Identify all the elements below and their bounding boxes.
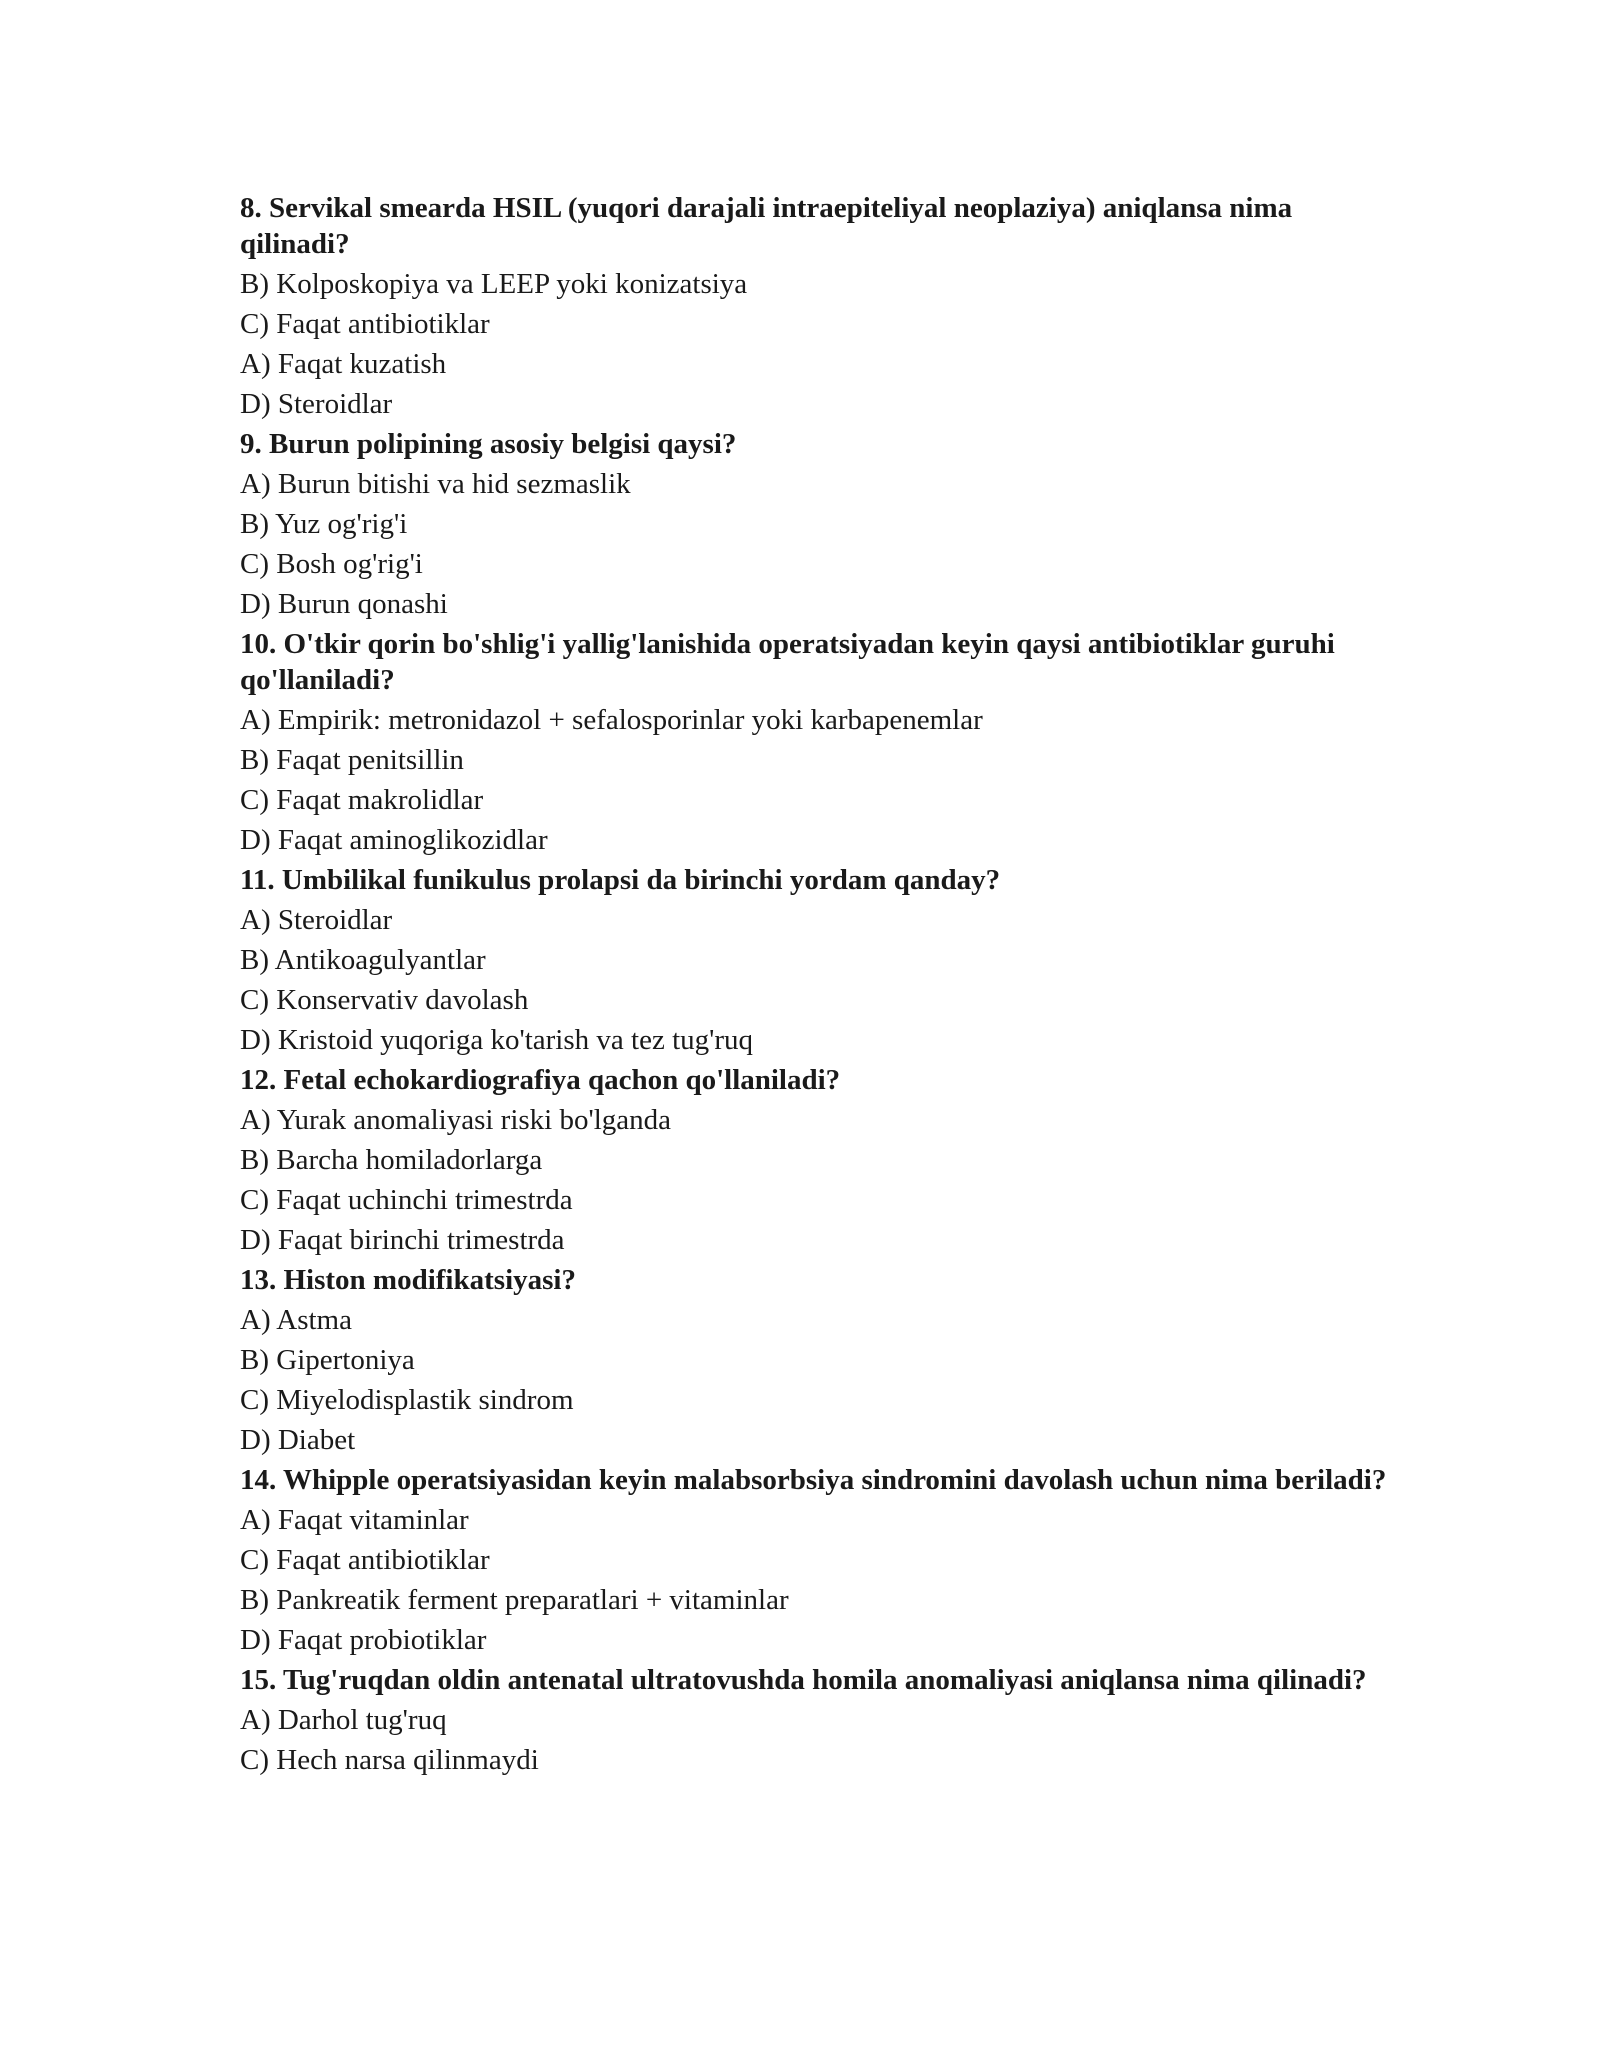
question-block-11	[240, 860, 1400, 1060]
answer-option: A) Astma	[240, 1304, 352, 1336]
question-block-15	[240, 1660, 1400, 1780]
answer-option: C) Konservativ davolash	[240, 984, 529, 1016]
answer-option: A) Faqat vitaminlar	[240, 1504, 469, 1536]
answer-option: D) Kristoid yuqoriga ko'tarish va tez tug'ruq	[240, 1024, 754, 1056]
answer-option: A) Empirik: metronidazol + sefalosporinlar yoki karbapenemlar	[240, 704, 983, 736]
answer-option: A) Burun bitishi va hid sezmaslik	[240, 468, 631, 500]
question-text: 14. Whipple operatsiyasidan keyin malabsorbsiya sindromini davolash uchun nima beriladi?	[240, 1464, 1387, 1496]
question-text: 13. Histon modifikatsiyasi?	[240, 1264, 576, 1296]
answer-option: B) Barcha homiladorlarga	[240, 1144, 543, 1176]
answer-option: B) Antikoagulyantlar	[240, 944, 486, 976]
question-text: 9. Burun polipining asosiy belgisi qaysi?	[240, 428, 737, 460]
question-block-13	[240, 1260, 1400, 1460]
question-block-12	[240, 1060, 1400, 1260]
question-block-14	[240, 1460, 1400, 1660]
question-block-9	[240, 424, 1400, 624]
answer-option: D) Diabet	[240, 1424, 356, 1456]
answer-option: C) Bosh og'rig'i	[240, 548, 423, 580]
answer-option: C) Faqat uchinchi trimestrda	[240, 1184, 573, 1216]
document-page	[240, 188, 1400, 1780]
answer-option: A) Darhol tug'ruq	[240, 1704, 447, 1736]
answer-option: B) Yuz og'rig'i	[240, 508, 408, 540]
answer-option: D) Steroidlar	[240, 388, 393, 420]
answer-option: B) Kolposkopiya va LEEP yoki konizatsiya	[240, 268, 748, 300]
answer-option: D) Faqat birinchi trimestrda	[240, 1224, 565, 1256]
answer-option: D) Burun qonashi	[240, 588, 448, 620]
question-text: 10. O'tkir qorin bo'shlig'i yallig'lanishida operatsiyadan keyin qaysi antibiotiklar guruhi qo'llaniladi?	[240, 628, 1335, 696]
answer-option: C) Hech narsa qilinmaydi	[240, 1744, 539, 1776]
question-block-8	[240, 188, 1400, 424]
answer-option: D) Faqat aminoglikozidlar	[240, 824, 548, 856]
answer-option: B) Pankreatik ferment preparatlari + vitaminlar	[240, 1584, 789, 1616]
answer-option: B) Faqat penitsillin	[240, 744, 464, 776]
answer-option: C) Faqat antibiotiklar	[240, 308, 490, 340]
answer-option: C) Faqat makrolidlar	[240, 784, 484, 816]
question-text: 11. Umbilikal funikulus prolapsi da birinchi yordam qanday?	[240, 864, 1001, 896]
answer-option: C) Faqat antibiotiklar	[240, 1544, 490, 1576]
question-text: 15. Tug'ruqdan oldin antenatal ultratovushda homila anomaliyasi aniqlansa nima qilinadi?	[240, 1664, 1367, 1696]
answer-option: B) Gipertoniya	[240, 1344, 415, 1376]
answer-option: C) Miyelodisplastik sindrom	[240, 1384, 574, 1416]
answer-option: A) Steroidlar	[240, 904, 393, 936]
question-block-10	[240, 624, 1400, 860]
question-text: 8. Servikal smearda HSIL (yuqori darajali intraepiteliyal neoplaziya) aniqlansa nima qilinadi?	[240, 192, 1293, 260]
answer-option: A) Faqat kuzatish	[240, 348, 447, 380]
answer-option: A) Yurak anomaliyasi riski bo'lganda	[240, 1104, 671, 1136]
answer-option: D) Faqat probiotiklar	[240, 1624, 487, 1656]
question-text: 12. Fetal echokardiografiya qachon qo'llaniladi?	[240, 1064, 841, 1096]
